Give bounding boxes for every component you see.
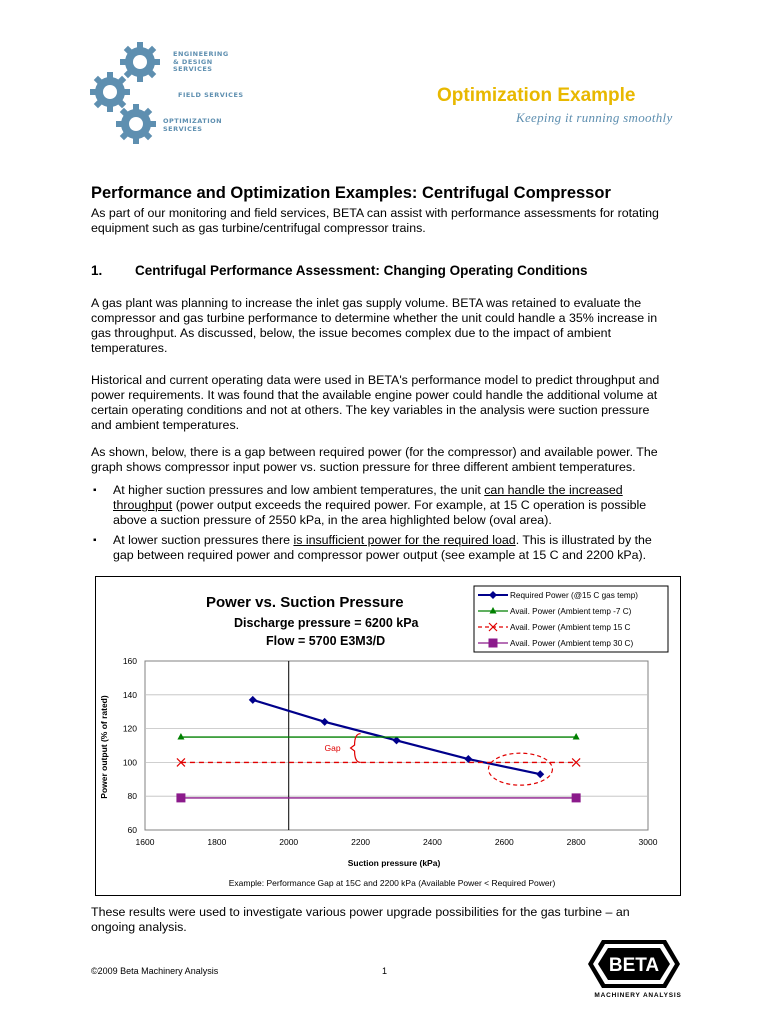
text-line: gap between required power and compressor power output (see example at 15 C and 2200 kPa). — [113, 548, 647, 562]
x-tick-label: 3000 — [638, 837, 658, 847]
legend-label: Avail. Power (Ambient temp -7 C) — [510, 607, 632, 616]
x-tick-label: 2000 — [279, 837, 299, 847]
text-span: . This is illustrated by the — [515, 533, 652, 547]
legend-label: Avail. Power (Ambient temp 30 C) — [510, 639, 634, 648]
beta-logo-icon — [584, 938, 684, 998]
logo-subtext: MACHINERY ANALYSIS — [594, 992, 682, 998]
bullet-text — [113, 533, 673, 563]
y-tick-label: 60 — [127, 825, 137, 835]
x-tick-label: 2200 — [351, 837, 371, 847]
text-span: (power output exceeds the required power. For example, at 15 C operation is possible — [172, 498, 647, 512]
company-logo-gears — [88, 40, 168, 150]
text-line: compressor and gas turbine performance to determine whether the unit could handle a 35% increase in — [91, 311, 658, 325]
page-number: 1 — [382, 966, 388, 976]
bullet-text — [113, 483, 673, 528]
power-chart — [96, 577, 680, 895]
document-title: Optimization Example — [437, 85, 636, 106]
text-line: gas throughput. As discussed, below, the issue becomes complex due to the impact of ambient — [91, 326, 612, 340]
service-line: & DESIGN — [173, 57, 213, 66]
gears-icon — [88, 40, 168, 150]
tagline: Keeping it running smoothly — [516, 110, 673, 125]
y-axis-label: Power output (% of rated) — [99, 695, 109, 799]
underlined-text: is insufficient power for the required load — [293, 533, 516, 547]
service-optimization — [163, 118, 222, 133]
service-line: SERVICES — [163, 124, 203, 133]
text-line: graph shows compressor input power vs. suction pressure for three different ambient temperatures. — [91, 460, 636, 474]
intro-paragraph — [91, 206, 681, 236]
text-line: Historical and current operating data were used in BETA's performance model to predict throughput and — [91, 373, 660, 387]
text-line: As part of our monitoring and field services, BETA can assist with performance assessments for rotating — [91, 206, 659, 220]
bullet-icon: ▪ — [93, 535, 97, 546]
chart-subtitle: Discharge pressure = 6200 kPa — [234, 616, 419, 630]
text-line: A gas plant was planning to increase the inlet gas supply volume. BETA was retained to evaluate the — [91, 296, 642, 310]
underlined-text: throughput — [113, 498, 173, 512]
chart-title: Power vs. Suction Pressure — [206, 594, 404, 611]
text-span: At lower suction pressures there — [113, 533, 294, 547]
text-line — [113, 498, 673, 513]
bullet-icon: ▪ — [93, 485, 97, 496]
logo-text: BETA — [608, 955, 660, 976]
text-span: At higher suction pressures and low ambient temperatures, the unit — [113, 483, 485, 497]
beta-logo — [584, 938, 684, 1003]
service-line: OPTIMIZATION — [163, 117, 223, 125]
text-line: above a suction pressure of 2550 kPa, in the area highlighted below (oval area). — [113, 513, 552, 527]
service-engineering — [173, 51, 229, 74]
chart-caption: Example: Performance Gap at 15C and 2200 kPa (Available Power < Required Power) — [228, 878, 556, 888]
text-line: ongoing analysis. — [91, 920, 187, 934]
gap-label: Gap — [324, 743, 341, 754]
footer-copyright: ©2009 Beta Machinery Analysis — [91, 966, 219, 976]
text-line — [113, 483, 673, 498]
paragraph-3 — [91, 445, 681, 475]
text-line: equipment such as gas turbine/centrifugal compressor trains. — [91, 221, 426, 235]
y-tick-label: 160 — [122, 656, 137, 666]
service-line: SERVICES — [173, 65, 213, 73]
chart-legend — [474, 586, 668, 652]
y-tick-label: 120 — [122, 723, 137, 734]
chart-subtitle: Flow = 5700 E3M3/D — [266, 634, 386, 648]
text-line: power requirements. It was found that the available engine power could handle the additional volume at — [91, 388, 658, 402]
x-tick-label: 2800 — [566, 837, 586, 847]
data-point — [176, 793, 185, 802]
service-line: ENGINEERING — [173, 50, 229, 58]
x-tick-label: 1600 — [135, 837, 155, 847]
text-line — [113, 533, 673, 548]
x-axis-label: Suction pressure (kPa) — [347, 858, 441, 868]
paragraph-1 — [91, 296, 681, 356]
paragraph-2 — [91, 373, 681, 433]
bullet-item — [0, 533, 768, 567]
text-line: These results were used to investigate various power upgrade possibilities for the gas turbine – an — [91, 905, 630, 919]
y-tick-label: 140 — [122, 689, 137, 700]
legend-label: Required Power (@15 C gas temp) — [510, 591, 638, 600]
text-line: As shown, below, there is a gap between required power (for the compressor) and available power. The — [91, 445, 658, 459]
x-tick-label: 2600 — [494, 837, 514, 847]
underlined-text: can handle the increased — [484, 483, 623, 497]
data-point — [572, 793, 581, 802]
data-point — [489, 639, 498, 648]
section-number: 1. — [91, 263, 103, 278]
text-line: temperatures. — [91, 341, 168, 355]
x-tick-label: 2400 — [422, 837, 442, 847]
y-tick-label: 80 — [127, 791, 137, 802]
closing-paragraph — [91, 905, 681, 935]
text-line: and ambient temperatures. — [91, 418, 240, 432]
page-heading: Performance and Optimization Examples: Centrifugal Compressor — [91, 184, 611, 202]
x-tick-label: 1800 — [207, 837, 227, 847]
y-tick-label: 100 — [122, 757, 137, 768]
text-line: certain operating conditions and not at others. The key variables in the analysis were suction pressure — [91, 403, 650, 417]
legend-label: Avail. Power (Ambient temp 15 C — [510, 623, 631, 632]
plot-background — [145, 661, 648, 830]
chart-frame — [95, 576, 681, 896]
service-field: FIELD SERVICES — [178, 91, 244, 99]
plot-area — [123, 656, 658, 847]
section-title: Centrifugal Performance Assessment: Changing Operating Conditions — [135, 263, 588, 278]
